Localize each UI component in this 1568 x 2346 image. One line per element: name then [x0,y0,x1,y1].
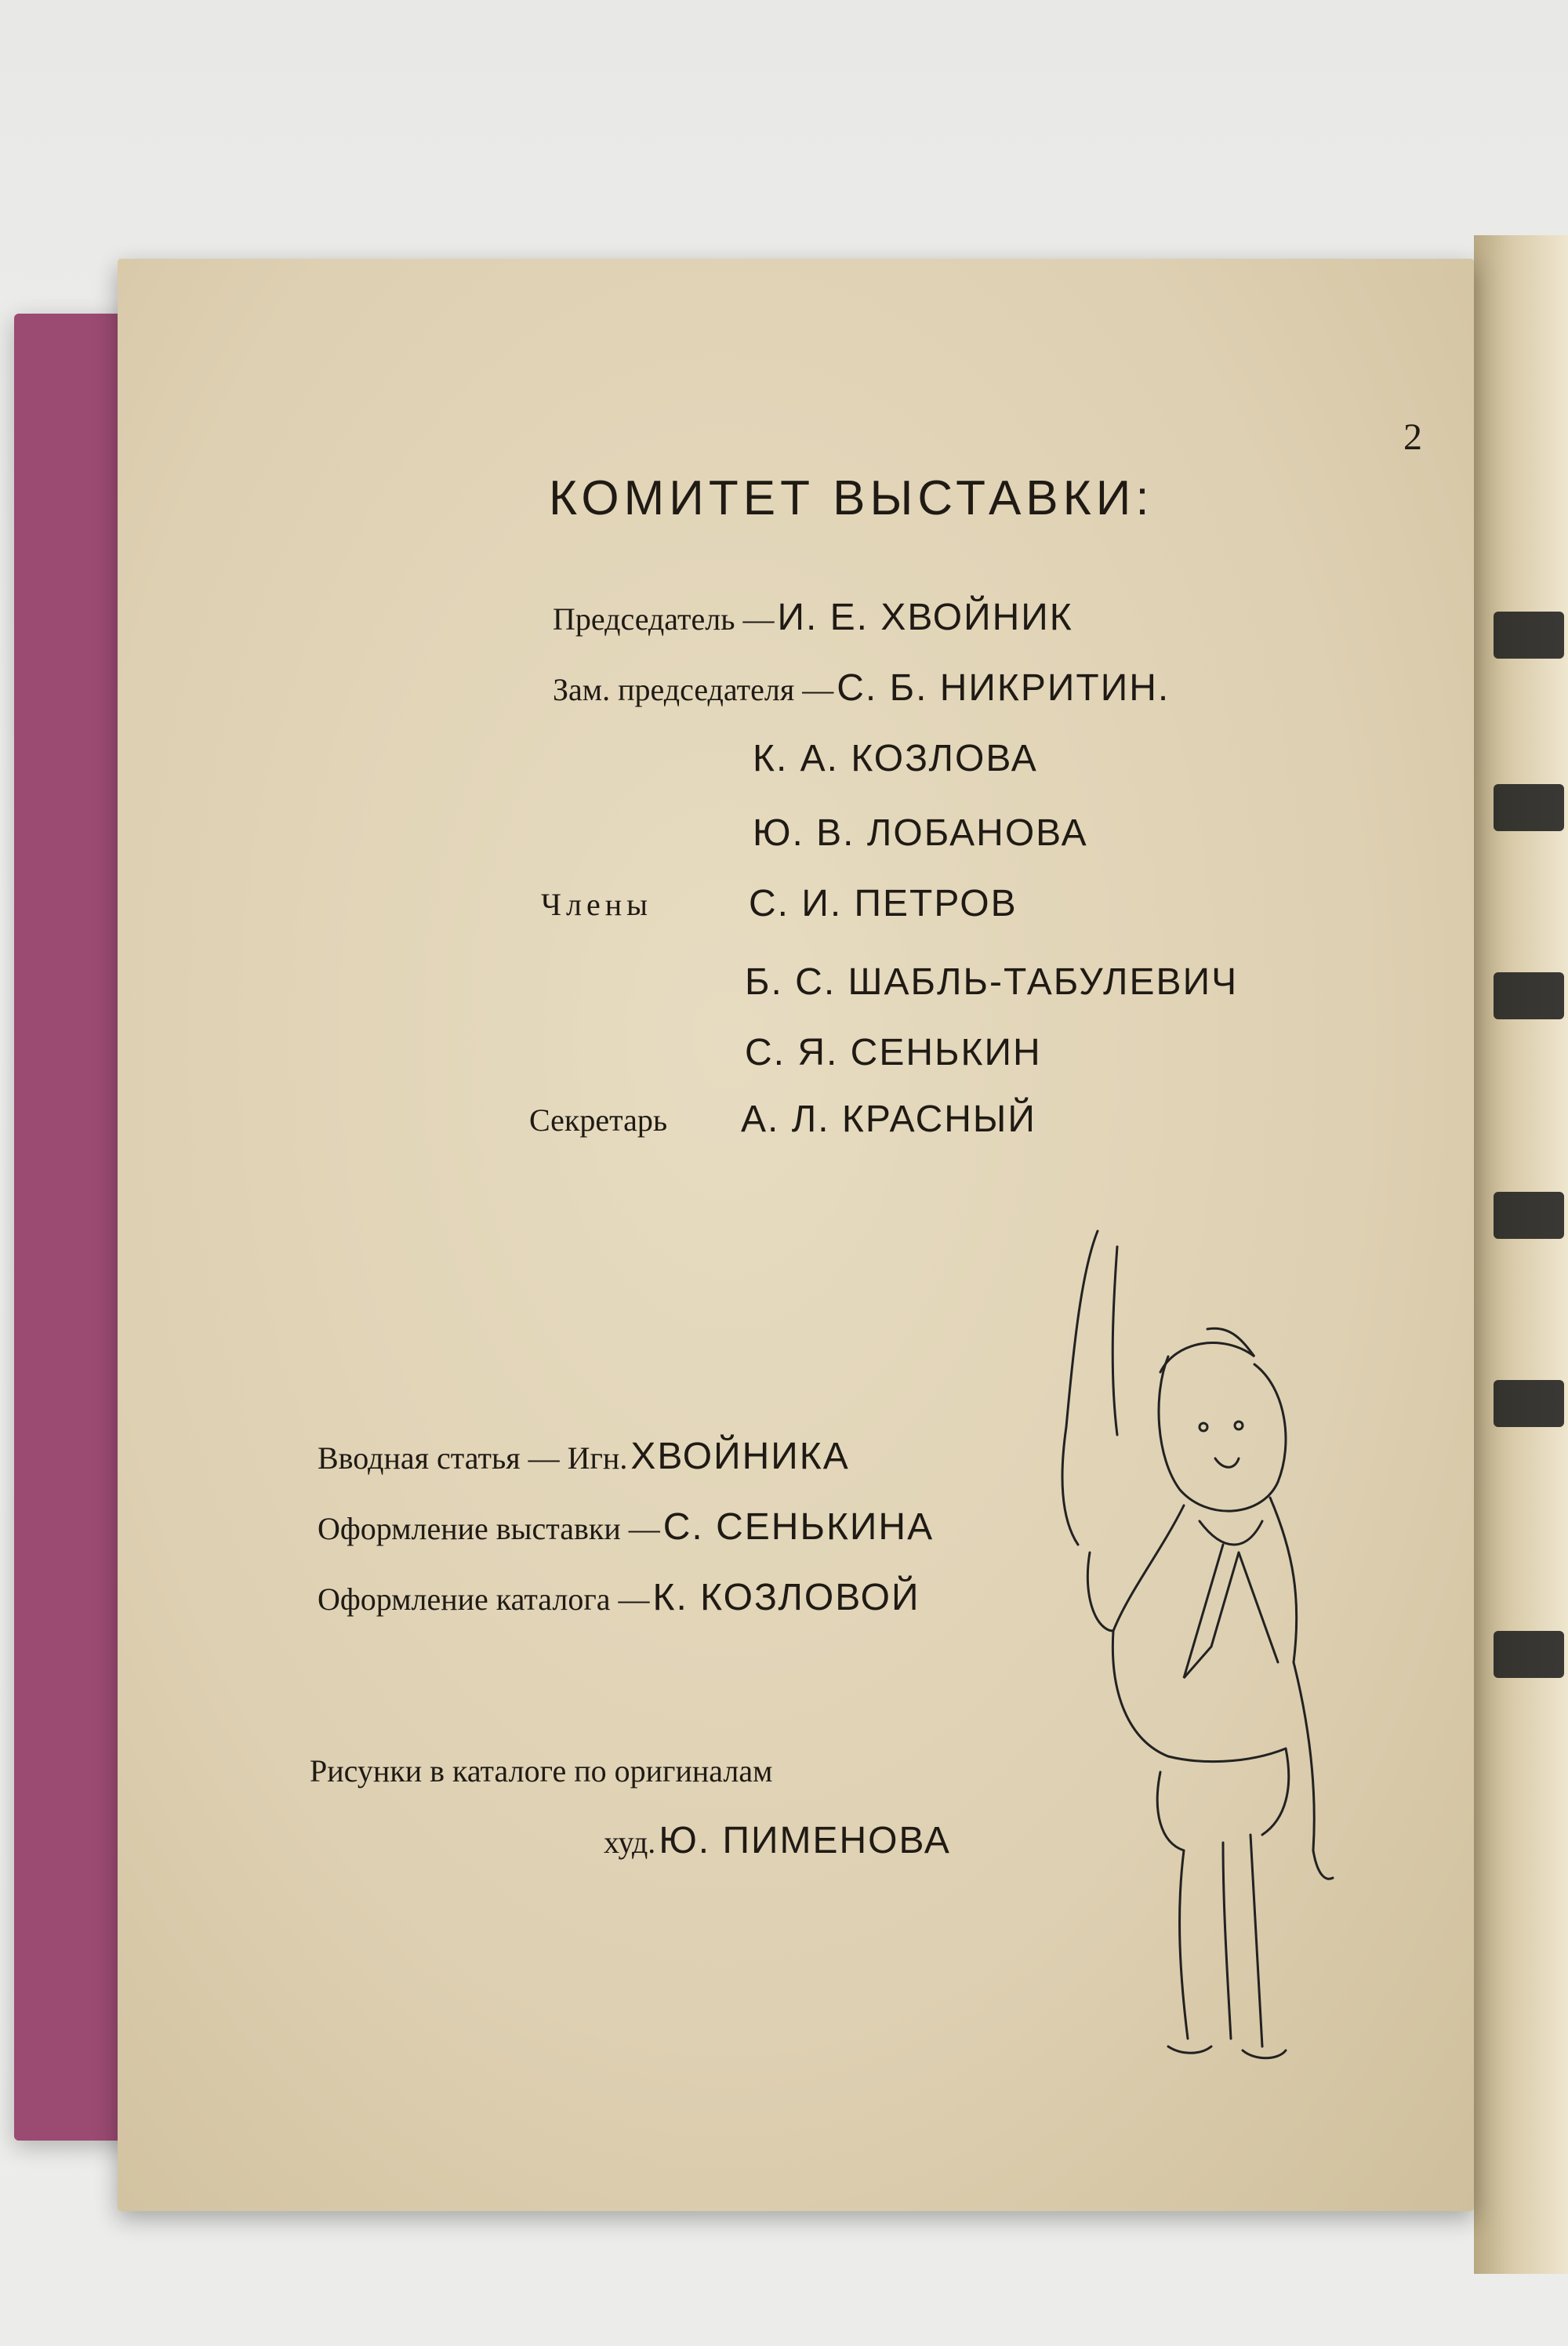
member-name: Б. С. ШАБЛЬ-ТАБУЛЕВИЧ [745,961,1239,1003]
credit-catalog-design [318,1576,920,1619]
illustrator-row [604,1819,951,1862]
next-page-text-block [1494,972,1564,1019]
credit-label: Оформление выставки — [318,1511,660,1546]
page-number: 2 [1403,416,1422,458]
credit-label: Вводная статья — Игн. [318,1440,628,1476]
credit-intro [318,1435,850,1478]
next-page-edge [1474,235,1568,2274]
illustrations-credit: Рисунки в каталоге по оригиналам [310,1753,773,1789]
credit-label: Оформление каталога — [318,1582,650,1617]
credit-name: С. СЕНЬКИНА [662,1506,935,1548]
vice-chairman-row [553,666,1170,710]
illustrator-label: худ. [604,1825,656,1860]
pioneer-boy-illustration [1043,1223,1372,2109]
chairman-row [553,596,1073,639]
vice-chairman-label: Зам. председателя — [553,672,834,707]
next-page-text-block [1494,1192,1564,1239]
member-name: С. Я. СЕНЬКИН [745,1032,1042,1073]
member-name: С. И. ПЕТРОВ [749,883,1018,924]
members-label: Члены [541,887,652,922]
illustrator-name: Ю. ПИМЕНОВА [659,1820,951,1861]
credit-name: ХВОЙНИКА [630,1436,850,1477]
committee-heading: КОМИТЕТ ВЫСТАВКИ: [549,471,1154,525]
credit-exhibition-design [318,1505,934,1549]
credit-name: К. КОЗЛОВОЙ [652,1577,920,1618]
next-page-text-block [1494,1380,1564,1427]
member-name: К. А. КОЗЛОВА [753,738,1038,779]
secretary-name: А. Л. КРАСНЫЙ [741,1099,1036,1140]
member-name: Ю. В. ЛОБАНОВА [753,812,1088,854]
next-page-text-block [1494,1631,1564,1678]
next-page-text-block [1494,784,1564,831]
chairman-name: И. Е. ХВОЙНИК [777,597,1073,638]
next-page-text-block [1494,612,1564,659]
chairman-label: Председатель — [553,601,775,637]
secretary-label: Секретарь [529,1102,668,1138]
vice-chairman-name: С. Б. НИКРИТИН. [837,667,1171,709]
